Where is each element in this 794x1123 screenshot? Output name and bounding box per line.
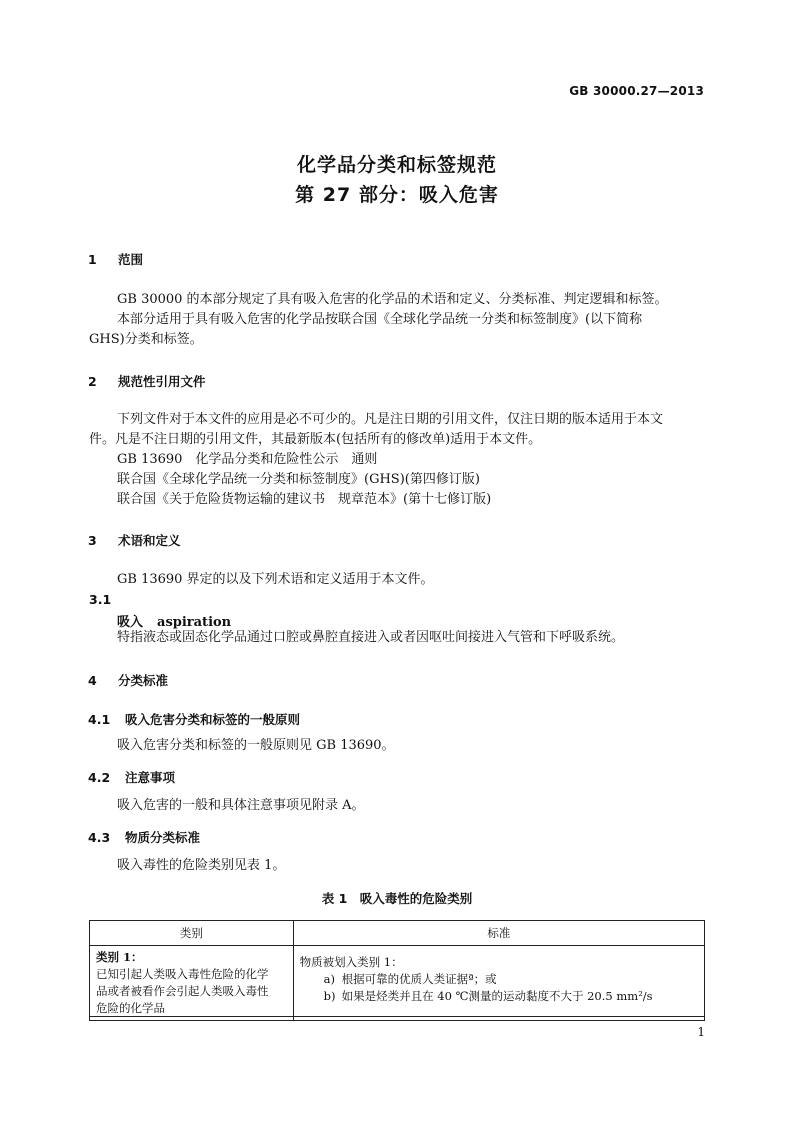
criteria-intro: 物质被划入类别 1： <box>299 955 403 969</box>
section-title: 规范性引用文件 <box>118 374 206 389</box>
category-cell <box>90 946 294 1021</box>
term-definition: 特指液态或固态化学品通过口腔或鼻腔直接进入或者因呕吐间接进入气管和下呼吸系统。 <box>117 630 625 645</box>
section-heading-2 <box>88 372 206 390</box>
category-description-line: 品或者被看作会引起人类吸入毒性 <box>96 984 269 998</box>
reference-item: 联合国《关于危险货物运输的建议书 规章范本》(第十七修订版) <box>117 492 492 507</box>
paragraph: GB 30000 的本部分规定了具有吸入危害的化学品的术语和定义、分类标准、判定逻辑和标签。 <box>117 292 668 307</box>
paragraph: 吸入危害的一般和具体注意事项见附录 A。 <box>117 798 365 813</box>
paragraph: 下列文件对于本文件的应用是必不可少的。凡是注日期的引用文件，仅注日期的版本适用于本文 <box>117 412 664 427</box>
criteria-item <box>300 971 698 988</box>
standard-code: GB 30000.27—2013 <box>569 84 704 98</box>
category-description-line: 已知引起人类吸入毒性危险的化学 <box>96 967 269 981</box>
section-heading-4 <box>88 671 168 689</box>
subsection-title: 物质分类标准 <box>125 830 201 845</box>
table-caption: 表 1 吸入毒性的危险类别 <box>321 891 473 906</box>
paragraph: 本部分适用于具有吸入危害的化学品按联合国《全球化学品统一分类和标签制度》(以下简称 <box>117 312 643 327</box>
category-description-line: 危险的化学品 <box>96 1001 165 1015</box>
section-number: 2 <box>88 374 97 389</box>
section-number: 3 <box>88 533 97 548</box>
reference-item: 联合国《全球化学品统一分类和标签制度》(GHS)(第四修订版) <box>117 472 480 487</box>
document-subtitle: 第 27 部分：吸入危害 <box>295 184 499 206</box>
term-english: aspiration <box>157 615 232 630</box>
subsection-heading-4-3 <box>88 828 200 846</box>
subsection-title: 吸入危害分类和标签的一般原则 <box>125 712 301 727</box>
criteria-item <box>300 988 698 1005</box>
paragraph: GB 13690 界定的以及下列术语和定义适用于本文件。 <box>117 572 434 587</box>
criteria-cell <box>293 946 704 1021</box>
reference-item: GB 13690 化学品分类和危险性公示 通则 <box>117 452 378 467</box>
paragraph: 吸入毒性的危险类别见表 1。 <box>117 858 286 873</box>
term-number: 3.1 <box>89 592 112 607</box>
column-header-category: 类别 <box>90 921 294 946</box>
criteria-label: b) <box>323 989 336 1003</box>
table-header-row <box>90 921 705 946</box>
subsection-number: 4.3 <box>88 830 111 845</box>
subsection-number: 4.1 <box>88 712 111 727</box>
criteria-label: a) <box>323 972 335 986</box>
document-title: 化学品分类和标签规范 <box>296 154 497 176</box>
column-header-criteria: 标准 <box>293 921 704 946</box>
page-number: 1 <box>697 1025 705 1039</box>
term-chinese: 吸入 <box>117 615 144 630</box>
section-title: 分类标准 <box>118 673 169 688</box>
subsection-heading-4-1 <box>88 710 300 728</box>
subsection-title: 注意事项 <box>125 770 176 785</box>
section-heading-3 <box>88 531 181 549</box>
paragraph: 件。凡是不注日期的引用文件，其最新版本(包括所有的修改单)适用于本文件。 <box>89 432 542 447</box>
section-title: 范围 <box>118 252 144 267</box>
subsection-heading-4-2 <box>88 768 175 786</box>
paragraph: 吸入危害分类和标签的一般原则见 GB 13690。 <box>117 738 395 753</box>
category-title: 类别 1： <box>96 950 143 964</box>
section-number: 4 <box>88 673 97 688</box>
paragraph: GHS)分类和标签。 <box>89 332 203 347</box>
criteria-text: 如果是烃类并且在 40 ℃测量的运动黏度不大于 20.5 mm²/s <box>341 989 653 1003</box>
criteria-text: 根据可靠的优质人类证据ª；或 <box>341 972 497 986</box>
hazard-category-table <box>89 920 705 1021</box>
section-title: 术语和定义 <box>118 533 181 548</box>
table-bottom-rule <box>89 1016 705 1017</box>
subsection-number: 4.2 <box>88 770 111 785</box>
section-number: 1 <box>88 252 97 267</box>
table-row <box>90 946 705 1021</box>
section-heading-1 <box>88 250 143 268</box>
